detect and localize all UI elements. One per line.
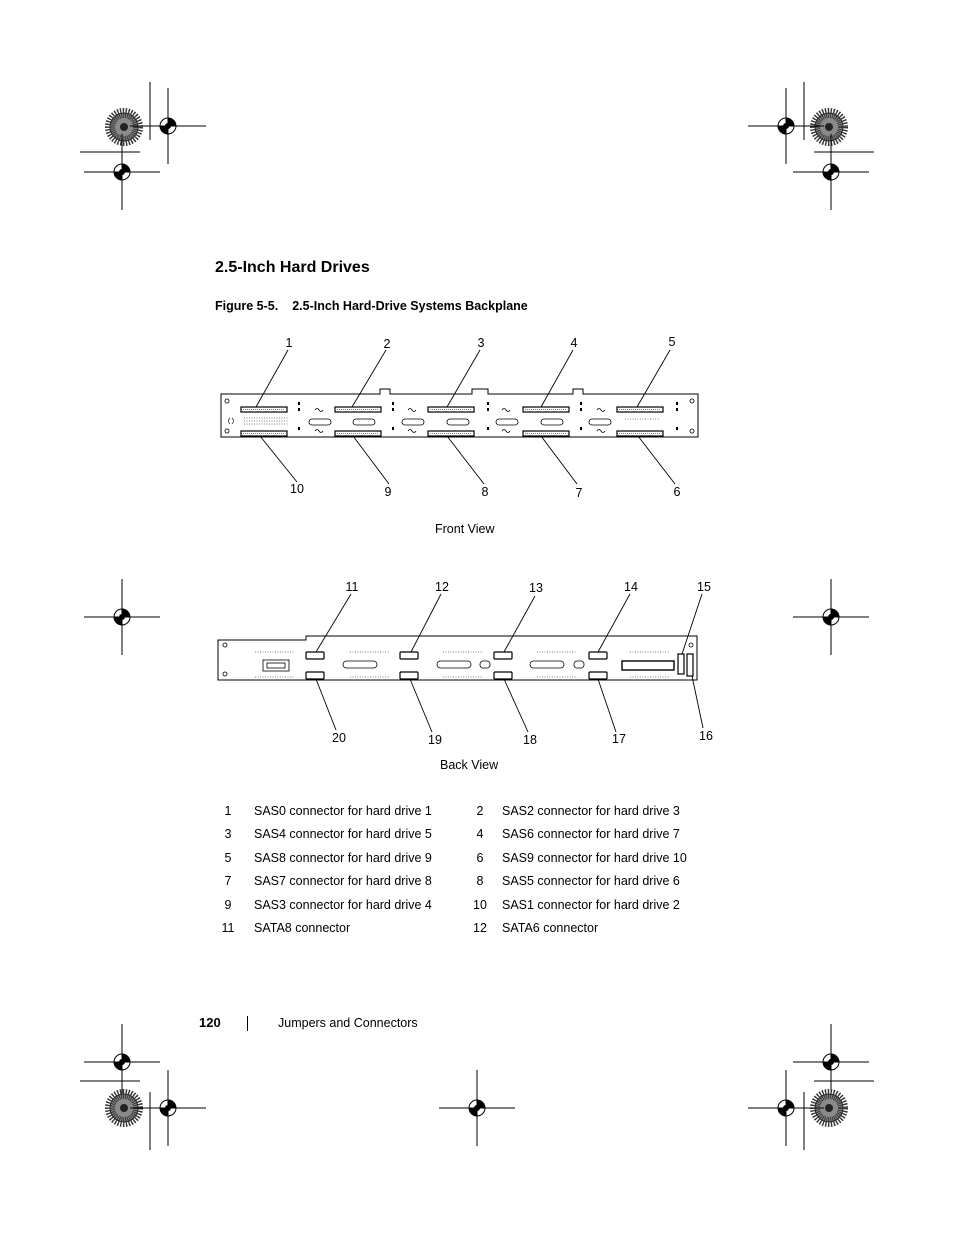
callout-2: 2 (383, 337, 391, 351)
callout-18: 18 (523, 733, 537, 747)
callout-8: 8 (481, 485, 489, 499)
legend-number: 8 (476, 874, 484, 889)
callout-10: 10 (290, 482, 304, 496)
sata-connector-20 (306, 672, 324, 679)
legend-row (220, 921, 720, 944)
callout-1: 1 (285, 336, 293, 350)
callout-9: 9 (384, 485, 392, 499)
callout-5: 5 (668, 335, 676, 349)
callout-legend-table (220, 804, 720, 944)
sata-connector-18 (494, 672, 512, 679)
sata-connector-13 (494, 652, 512, 659)
legend-description: SAS6 connector for hard drive 7 (502, 827, 680, 842)
connector-16 (687, 654, 693, 676)
connector-15 (678, 654, 684, 674)
legend-description: SAS7 connector for hard drive 8 (254, 874, 432, 889)
legend-description: SAS2 connector for hard drive 3 (502, 804, 680, 818)
legend-description: SAS4 connector for hard drive 5 (254, 827, 432, 842)
legend-number: 6 (476, 850, 484, 865)
legend-description: SATA8 connector (254, 920, 351, 935)
sata-connector-12 (400, 652, 418, 659)
callout-20: 20 (332, 731, 346, 745)
front-view-label: Front View (435, 522, 495, 536)
callout-16: 16 (699, 729, 713, 743)
footer-chapter-title: Jumpers and Connectors (278, 1016, 418, 1030)
callout-11: 11 (345, 580, 359, 594)
callout-12: 12 (435, 580, 449, 594)
legend-number: 4 (476, 827, 484, 842)
legend-description: SAS0 connector for hard drive 1 (254, 804, 432, 818)
sata-connector-19 (400, 672, 418, 679)
figure-title: 2.5-Inch Hard-Drive Systems Backplane (292, 299, 528, 313)
legend-number: 9 (224, 897, 232, 912)
legend-row (220, 827, 720, 850)
legend-row (220, 804, 720, 827)
legend-number: 5 (224, 850, 232, 865)
page-number: 120 (199, 1015, 221, 1030)
legend-description: SATA6 connector (502, 920, 599, 935)
legend-description: SAS1 connector for hard drive 2 (502, 897, 680, 912)
footer-divider (247, 1016, 248, 1031)
callout-15: 15 (697, 580, 711, 594)
callout-4: 4 (570, 336, 578, 350)
front-board-outline (221, 389, 698, 437)
sata-connector-11 (306, 652, 324, 659)
legend-description: SAS8 connector for hard drive 9 (254, 850, 432, 865)
legend-number: 11 (221, 920, 235, 935)
callout-17: 17 (612, 732, 626, 746)
callout-7: 7 (575, 486, 583, 500)
legend-description: SAS5 connector for hard drive 6 (502, 874, 680, 889)
legend-number: 10 (473, 897, 487, 912)
back-board-outline (218, 636, 697, 680)
callout-6: 6 (673, 485, 681, 499)
legend-number: 1 (224, 804, 232, 818)
callout-3: 3 (477, 336, 485, 350)
callout-13: 13 (529, 581, 543, 595)
legend-number: 3 (224, 827, 232, 842)
sata-connector-17 (589, 672, 607, 679)
legend-number: 2 (476, 804, 484, 818)
legend-number: 7 (224, 874, 232, 889)
back-view-label: Back View (440, 758, 499, 772)
legend-number: 12 (473, 920, 487, 935)
callout-19: 19 (428, 733, 442, 747)
section-title: 2.5-Inch Hard Drives (215, 259, 370, 276)
legend-row (220, 874, 720, 897)
legend-row (220, 851, 720, 874)
legend-row (220, 898, 720, 921)
legend-description: SAS3 connector for hard drive 4 (254, 897, 432, 912)
sata-connector-14 (589, 652, 607, 659)
figure-number: Figure 5-5. (215, 299, 279, 313)
legend-description: SAS9 connector for hard drive 10 (502, 850, 687, 865)
callout-14: 14 (624, 580, 638, 594)
